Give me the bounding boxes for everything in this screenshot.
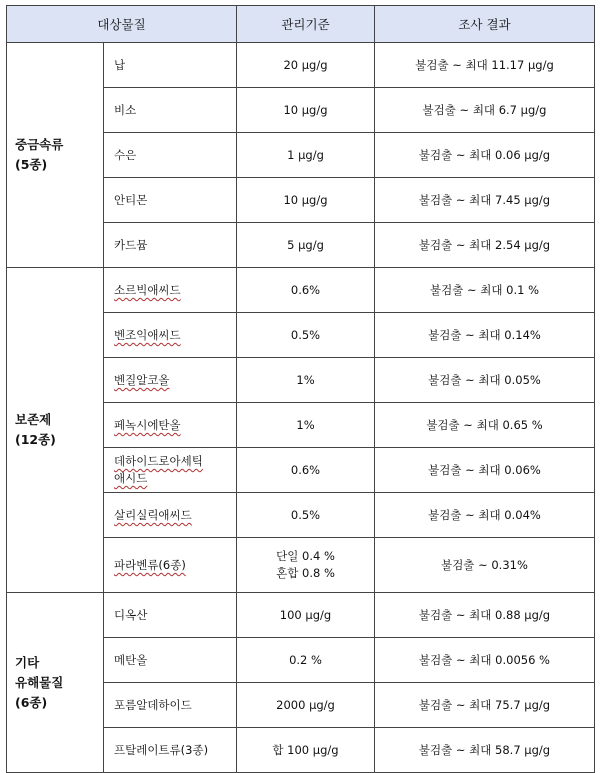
standard-value: 1 μg/g	[237, 133, 375, 178]
header-substance: 대상물질	[7, 6, 237, 43]
substance-name: 비소	[104, 88, 237, 133]
standard-value: 10 μg/g	[237, 88, 375, 133]
group-label-heavy-metals	[7, 43, 104, 268]
substance-name	[104, 538, 237, 593]
standard-value: 0.5%	[237, 313, 375, 358]
substance-name: 프탈레이트류(3종)	[104, 728, 237, 773]
substance-name: 디옥산	[104, 593, 237, 638]
table-row	[7, 268, 595, 313]
standard-value: 합 100 μg/g	[237, 728, 375, 773]
result-value: 불검출 ~ 최대 0.14%	[375, 313, 595, 358]
standard-value: 5 μg/g	[237, 223, 375, 268]
standard-value: 0.6%	[237, 268, 375, 313]
group-count: (5종)	[15, 157, 48, 172]
substance-text: 파라벤류(6종)	[114, 558, 186, 572]
group-count: (12종)	[15, 432, 56, 447]
result-value: 불검출 ~ 최대 6.7 μg/g	[375, 88, 595, 133]
group-name: 중금속류	[15, 137, 64, 152]
substance-name	[104, 403, 237, 448]
standard-value: 1%	[237, 403, 375, 448]
result-value: 불검출 ~ 최대 0.05%	[375, 358, 595, 403]
substance-text: 살리실릭애씨드	[114, 508, 192, 522]
result-value: 불검출 ~ 최대 7.45 μg/g	[375, 178, 595, 223]
substance-text: 페녹시에탄올	[114, 418, 181, 432]
header-result: 조사 결과	[375, 6, 595, 43]
result-value: 불검출 ~ 최대 75.7 μg/g	[375, 683, 595, 728]
group-name: 유해물질	[15, 674, 64, 690]
substance-name	[104, 358, 237, 403]
result-value: 불검출 ~ 최대 0.04%	[375, 493, 595, 538]
substance-text: 데하이드로아세틱	[114, 454, 203, 468]
group-name: 보존제	[15, 412, 52, 427]
substance-name	[104, 448, 237, 493]
substance-name	[104, 313, 237, 358]
result-value: 불검출 ~ 최대 0.0056 %	[375, 638, 595, 683]
table-row	[7, 593, 595, 638]
standard-value: 1%	[237, 358, 375, 403]
substance-name	[104, 268, 237, 313]
result-value: 불검출 ~ 최대 2.54 μg/g	[375, 223, 595, 268]
standard-value: 10 μg/g	[237, 178, 375, 223]
result-value: 불검출 ~ 최대 11.17 μg/g	[375, 43, 595, 88]
standard-mixed: 혼합 0.8 %	[276, 566, 335, 580]
substance-text: 벤조익애씨드	[114, 328, 181, 342]
result-value: 불검출 ~ 최대 0.06%	[375, 448, 595, 493]
result-value: 불검출 ~ 최대 0.1 %	[375, 268, 595, 313]
group-count: (6종)	[15, 694, 48, 710]
substance-name: 메탄올	[104, 638, 237, 683]
results-table	[6, 5, 595, 773]
result-value: 불검출 ~ 최대 0.65 %	[375, 403, 595, 448]
standard-value: 0.6%	[237, 448, 375, 493]
result-value: 불검출 ~ 0.31%	[375, 538, 595, 593]
substance-name: 포름알데하이드	[104, 683, 237, 728]
group-label-preservatives	[7, 268, 104, 593]
substance-name: 카드뮴	[104, 223, 237, 268]
standard-value: 20 μg/g	[237, 43, 375, 88]
header-standard: 관리기준	[237, 6, 375, 43]
standard-single: 단일 0.4 %	[276, 549, 335, 563]
standard-value: 0.5%	[237, 493, 375, 538]
substance-name: 안티몬	[104, 178, 237, 223]
standard-value: 0.2 %	[237, 638, 375, 683]
substance-name: 수은	[104, 133, 237, 178]
standard-value: 100 μg/g	[237, 593, 375, 638]
group-name: 기타	[15, 654, 40, 670]
substance-text: 소르빅애씨드	[114, 283, 181, 297]
result-value: 불검출 ~ 최대 58.7 μg/g	[375, 728, 595, 773]
group-label-other-hazardous	[7, 593, 104, 773]
result-value: 불검출 ~ 최대 0.06 μg/g	[375, 133, 595, 178]
substance-text: 애시드	[114, 471, 148, 485]
result-value: 불검출 ~ 최대 0.88 μg/g	[375, 593, 595, 638]
standard-value: 2000 μg/g	[237, 683, 375, 728]
substance-text: 벤질알코올	[114, 373, 170, 387]
standard-value	[237, 538, 375, 593]
header-row	[7, 6, 595, 43]
table-row	[7, 43, 595, 88]
substance-name: 납	[104, 43, 237, 88]
substance-name	[104, 493, 237, 538]
